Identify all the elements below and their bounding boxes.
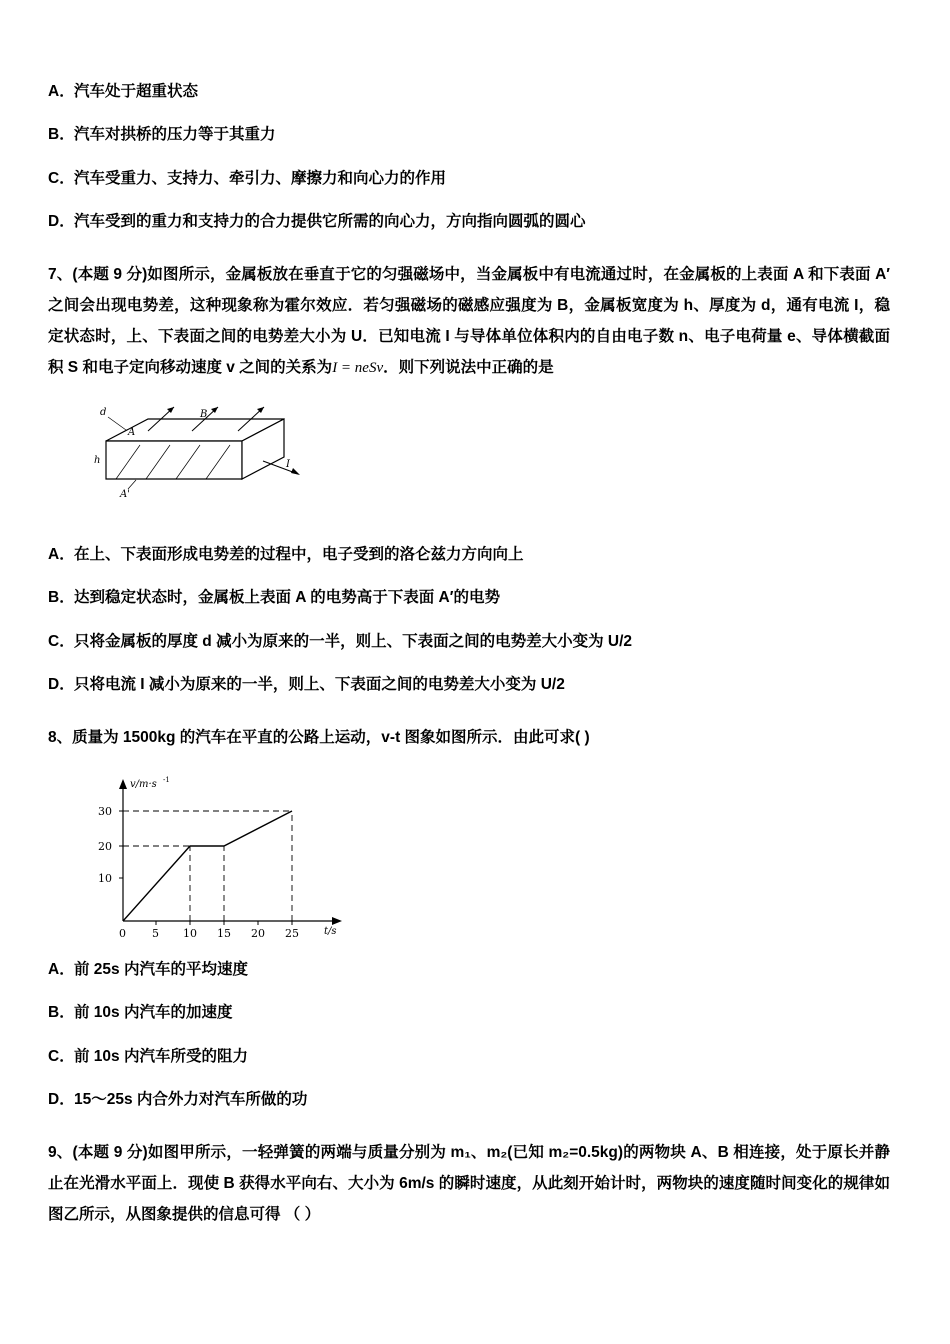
question-8-stem: 8、质量为 1500kg 的汽车在平直的公路上运动，v-t 图象如图所示．由此可求( )	[48, 729, 590, 746]
option-text: 只将电流 I 减小为原来的一半，则上、下表面之间的电势差大小变为 U/2	[74, 675, 565, 693]
option-label: C．	[48, 632, 75, 650]
svg-text:A': A'	[120, 489, 130, 500]
svg-text:d: d	[100, 407, 107, 418]
option-text: 达到稳定状态时，金属板上表面 A 的电势高于下表面 A′的电势	[74, 589, 500, 607]
svg-text:I: I	[286, 459, 290, 470]
q7-formula: I = neSv	[332, 360, 384, 376]
option-row	[48, 630, 890, 653]
option-text: 汽车对拱桥的压力等于其重力	[74, 126, 276, 144]
velocity-time-chart	[78, 771, 890, 940]
svg-text:t/s: t/s	[324, 926, 337, 937]
option-label: A．	[48, 83, 75, 100]
svg-text:10: 10	[183, 927, 197, 940]
option-label: C．	[48, 1047, 75, 1065]
svg-text:10: 10	[98, 872, 112, 885]
svg-text:20: 20	[251, 927, 265, 940]
svg-text:h: h	[94, 455, 101, 466]
svg-text:20: 20	[98, 840, 112, 853]
option-label: B．	[48, 589, 75, 607]
option-row	[48, 1045, 890, 1068]
question-9-stem: 9、(本题 9 分)如图甲所示，一轻弹簧的两端与质量分别为 m₁、m₂(已知 m₂=0.5kg)的两物块 A、B 相连接，处于原长并静止在光滑水平面上．现使 B 获得水平向右、大小为 6m/s 的瞬时速度，从此刻开始计时，两物块的速度随时间变化的规律如图乙所示，从图象提供的信息可得 （ ）	[48, 1144, 890, 1223]
option-label: A．	[48, 961, 75, 978]
option-label: C．	[48, 169, 75, 187]
option-text: 在上、下表面形成电势差的过程中，电子受到的洛仑兹力方向向上	[74, 546, 524, 563]
option-row	[48, 123, 890, 146]
option-text: 汽车受到的重力和支持力的合力提供它所需的向心力，方向指向圆弧的圆心	[74, 212, 586, 230]
option-row	[48, 1088, 890, 1111]
svg-text:25: 25	[285, 927, 299, 940]
hall-effect-diagram	[88, 401, 308, 516]
option-row	[48, 586, 890, 609]
q7-stem-part2: ．则下列说法中正确的是	[383, 359, 554, 376]
question-8	[48, 722, 890, 1111]
option-row	[48, 673, 890, 696]
option-text: 只将金属板的厚度 d 减小为原来的一半，则上、下表面之间的电势差大小变为 U/2	[74, 632, 633, 650]
svg-text:30: 30	[98, 805, 112, 818]
option-label: D．	[48, 675, 75, 693]
option-text: 前 10s 内汽车所受的阻力	[74, 1047, 248, 1065]
svg-text:0: 0	[119, 927, 126, 940]
option-text: 汽车处于超重状态	[74, 83, 199, 100]
svg-text:-1: -1	[163, 776, 170, 784]
option-label: B．	[48, 1004, 75, 1022]
hall-effect-figure	[88, 401, 890, 521]
svg-text:15: 15	[217, 927, 231, 940]
option-label: D．	[48, 212, 75, 230]
q6-options	[48, 80, 890, 233]
svg-text:5: 5	[152, 927, 159, 940]
option-row	[48, 958, 890, 981]
svg-text:v/m·s: v/m·s	[130, 779, 157, 790]
option-text: 前 10s 内汽车的加速度	[74, 1004, 233, 1022]
option-label: D．	[48, 1090, 75, 1108]
q7-stem-part1: 7、(本题 9 分)如图所示，金属板放在垂直于它的匀强磁场中，当金属板中有电流通过时，在金属板的上表面 A 和下表面 A′之间会出现电势差，这种现象称为霍尔效应．若匀强磁场的磁感应强度为 B，金属板宽度为 h、厚度为 d，通有电流 I，稳定状态时，上、下表面之间的电势差大小为 U．已知电流 I 与导体单位体积内的自由电子数 n、电子电荷量 e、导体横截面积 S 和电子定向移动速度 v 之间的关系为	[48, 266, 890, 376]
question-9	[48, 1137, 890, 1230]
question-7-stem	[48, 259, 890, 383]
option-row	[48, 167, 890, 190]
option-text: 前 25s 内汽车的平均速度	[74, 961, 248, 978]
option-row	[48, 210, 890, 233]
option-text: 汽车受重力、支持力、牵引力、摩擦力和向心力的作用	[74, 169, 447, 187]
svg-text:A: A	[128, 427, 136, 438]
svg-text:B: B	[200, 409, 208, 420]
option-row	[48, 543, 890, 566]
option-row	[48, 80, 890, 103]
q7-options	[48, 543, 890, 696]
option-row	[48, 1001, 890, 1024]
option-label: B．	[48, 126, 75, 144]
question-7	[48, 259, 890, 696]
vt-graph	[78, 771, 358, 940]
option-label: A．	[48, 546, 75, 563]
option-text: 15～25s 内合外力对汽车所做的功	[74, 1090, 308, 1108]
q8-options	[48, 958, 890, 1111]
